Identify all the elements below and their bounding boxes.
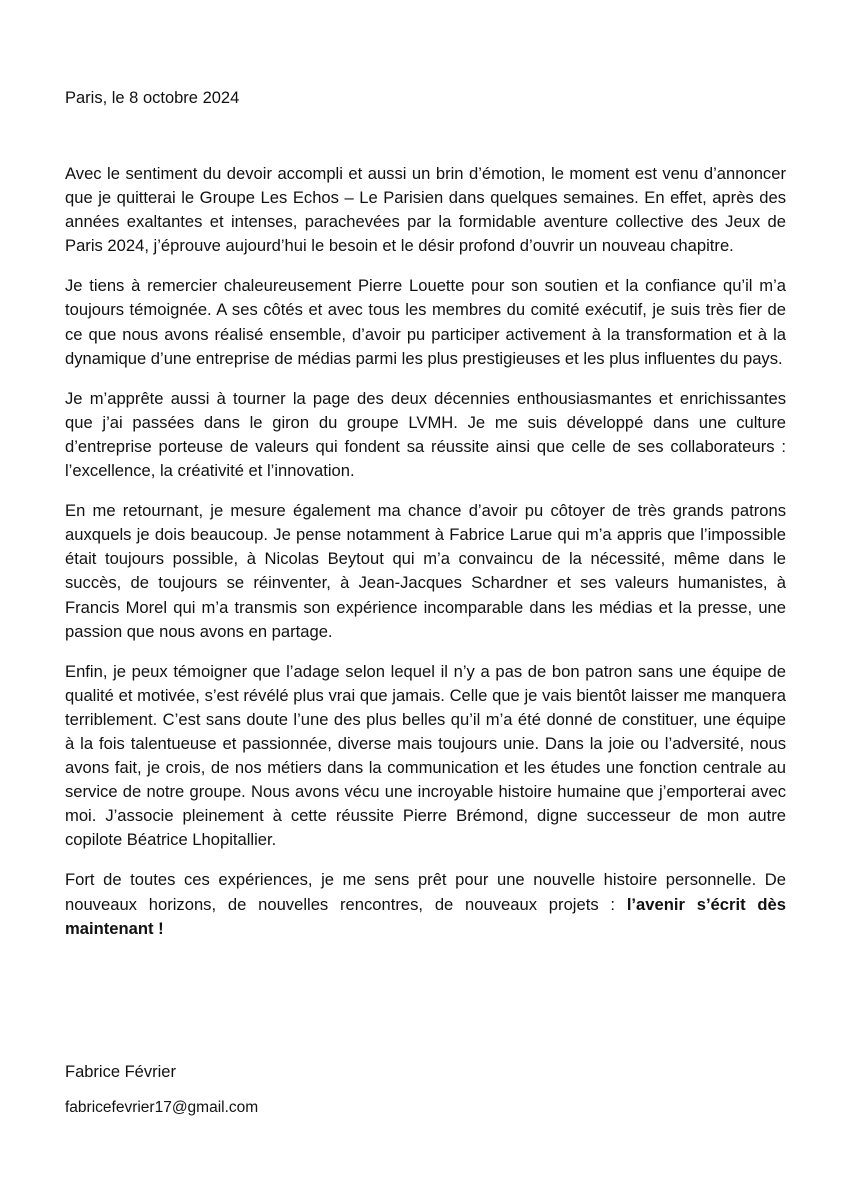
letter-body [65, 162, 786, 957]
paragraph-5: Enfin, je peux témoigner que l’adage selon lequel il n’y a pas de bon patron sans une équipe de qualité et motivée, s’est révélé plus vrai que jamais. Celle que je vais bientôt laisser me manquera terriblement. C’est sans doute l’une des plus belles qu’il m’a été donné de constituer, une équipe à la fois talentueuse et passionnée, diverse mais toujours unie. Dans la joie ou l’adversité, nous avons fait, je crois, de nos métiers dans la communication et les études une fonction centrale au service de notre groupe. Nous avons vécu une incroyable histoire humaine que j’emporterai avec moi. J’associe pleinement à cette réussite Pierre Brémond, digne successeur de mon autre copilote Béatrice Lhopitallier. [65, 661, 786, 850]
signature-name: Fabrice Février [65, 1063, 176, 1081]
paragraph-2: Je tiens à remercier chaleureusement Pierre Louette pour son soutien et la confiance qu’il m’a toujours témoignée. A ses côtés et avec tous les membres du comité exécutif, je suis très fier de ce que nous avons réalisé ensemble, d’avoir pu participer activement à la transformation et à la dynamique d’une entreprise de médias parmi les plus prestigieuses et les plus influentes du pays. [65, 276, 786, 368]
dateline: Paris, le 8 octobre 2024 [65, 89, 240, 107]
email-address: fabricefevrier17@gmail.com [65, 1099, 259, 1116]
closing-text: Fort de toutes ces expériences, je me sens prêt pour une nouvelle histoire personnelle. De nouveaux horizons, de nouvelles rencontres, de nouveaux projets : [65, 870, 786, 914]
paragraph-4: En me retournant, je mesure également ma chance d’avoir pu côtoyer de très grands patrons auxquels je dois beaucoup. Je pense notamment à Fabrice Larue qui m’a appris que l’impossible était toujours possible, à Nicolas Beytout qui m’a convaincu de la nécessité, même dans le succès, de toujours se réinventer, à Jean-Jacques Schardner et ses valeurs humanistes, à Francis Morel qui m’a transmis son expérience incomparable dans les médias et la presse, une passion que nous avons en partage. [65, 501, 786, 641]
closing-emphasis: l’avenir s’écrit dès maintenant ! [65, 894, 786, 938]
paragraph-3: Je m’apprête aussi à tourner la page des deux décennies enthousiasmantes et enrichissantes que j’ai passées dans le giron du groupe LVMH. Je me suis développé dans une culture d’entreprise porteuse de valeurs qui fondent sa réussite ainsi que celle de ses collaborateurs : l’excellence, la créativité et l’innovation. [65, 388, 786, 481]
paragraph-closing [65, 868, 786, 940]
paragraph-1: Avec le sentiment du devoir accompli et aussi un brin d’émotion, le moment est venu d’annoncer que je quitterai le Groupe Les Echos – Le Parisien dans quelques semaines. En effet, après des années exaltantes et intenses, parachevées par la formidable aventure collective des Jeux de Paris 2024, j’éprouve aujourd’hui le besoin et le désir profond d’ouvrir un nouveau chapitre. [65, 164, 786, 256]
